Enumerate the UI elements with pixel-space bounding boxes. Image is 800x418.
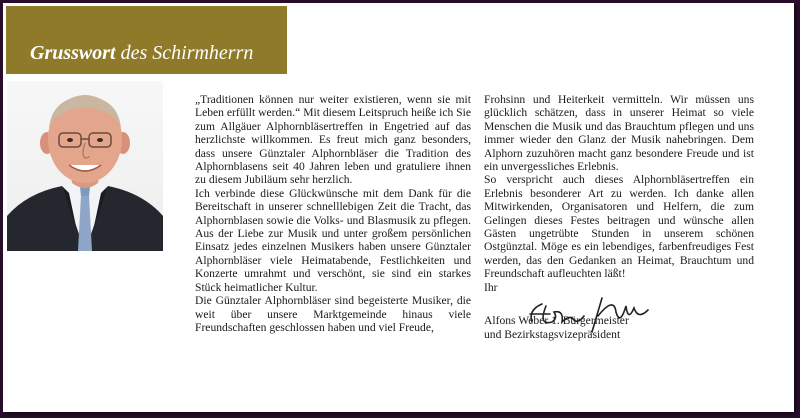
page — [3, 3, 794, 412]
signer-name: Alfons Weber 1. Bürgermeister — [484, 314, 629, 328]
closing-text: Ihr — [484, 280, 498, 294]
paragraph: So verspricht auch dieses Alphornbläsertreffen ein Erlebnis besonderer Art zu werden. Ich danke allen Mitwirkenden, Organisatoren und Helfern, die zum Gelingen dieses Festes beitragen und wünsche allen Gästen ungetrübte Stunden in unserem schönen Ostgünztal. Möge es ein lebendiges, farbenfreudiges Fest werden, das den Gedanken an Heimat, Brauchtum und Freundschaft aufleuchten läßt! — [484, 173, 754, 281]
page-title — [30, 42, 253, 65]
portrait-photo — [7, 81, 163, 251]
header-banner — [6, 6, 287, 74]
text-column-right — [484, 93, 754, 341]
paragraph: Frohsinn und Heiterkeit vermitteln. Wir müssen uns glücklich schätzen, dass in unserer Heimat so viele Menschen die Musik und das Brauchtum pflegen und uns immer wieder den Glanz der Musik nahebringen. Dem Alphorn zuzuhören macht ganz besondere Freude und ist ein unvergessliches Erlebnis. — [484, 93, 754, 174]
paragraph: Ich verbinde diese Glückwünsche mit dem Dank für die Bereitschaft in unserer schnelllebigen Zeit die Tracht, das Alphornblasen sowie die Volks- und Blasmusik zu pflegen. Aus der Liebe zur Musik und unter großem persönlichen Einsatz jedes einzelnen Musikers haben unsere Günztaler Alphornbläser viele Heimatabende, Festlichkeiten und Konzerte umrahmt und verschönt, sie sind ein starkes Stück heimatlicher Kultur. — [195, 186, 471, 294]
paragraph: „Traditionen können nur weiter existieren, wenn sie mit Leben erfüllt werden.“ Mit diesem Leitspruch heiße ich Sie zum Allgäuer Alphornbläsertreffen in Engetried auf das herzlichste willkommen. Es freut mich ganz besonders, dass unsere Günztaler Alphornbläser die Tradition des Alphornblasens seit 40 Jahren leben und gratuliere ihnen zu diesem Jubiläum sehr herzlich. — [195, 93, 471, 187]
paragraph: Die Günztaler Alphornbläser sind begeisterte Musiker, die weit über unsere Marktgemeinde hinaus viele Freundschaften geschlossen haben und viel Freude, — [195, 294, 471, 334]
title-rest: des Schirmherrn — [120, 42, 254, 64]
title-bold: Grusswort — [30, 42, 116, 64]
text-column-left — [195, 93, 471, 334]
signer-title: und Bezirkstagsvizepräsident — [484, 327, 621, 341]
signature-block — [484, 314, 754, 341]
